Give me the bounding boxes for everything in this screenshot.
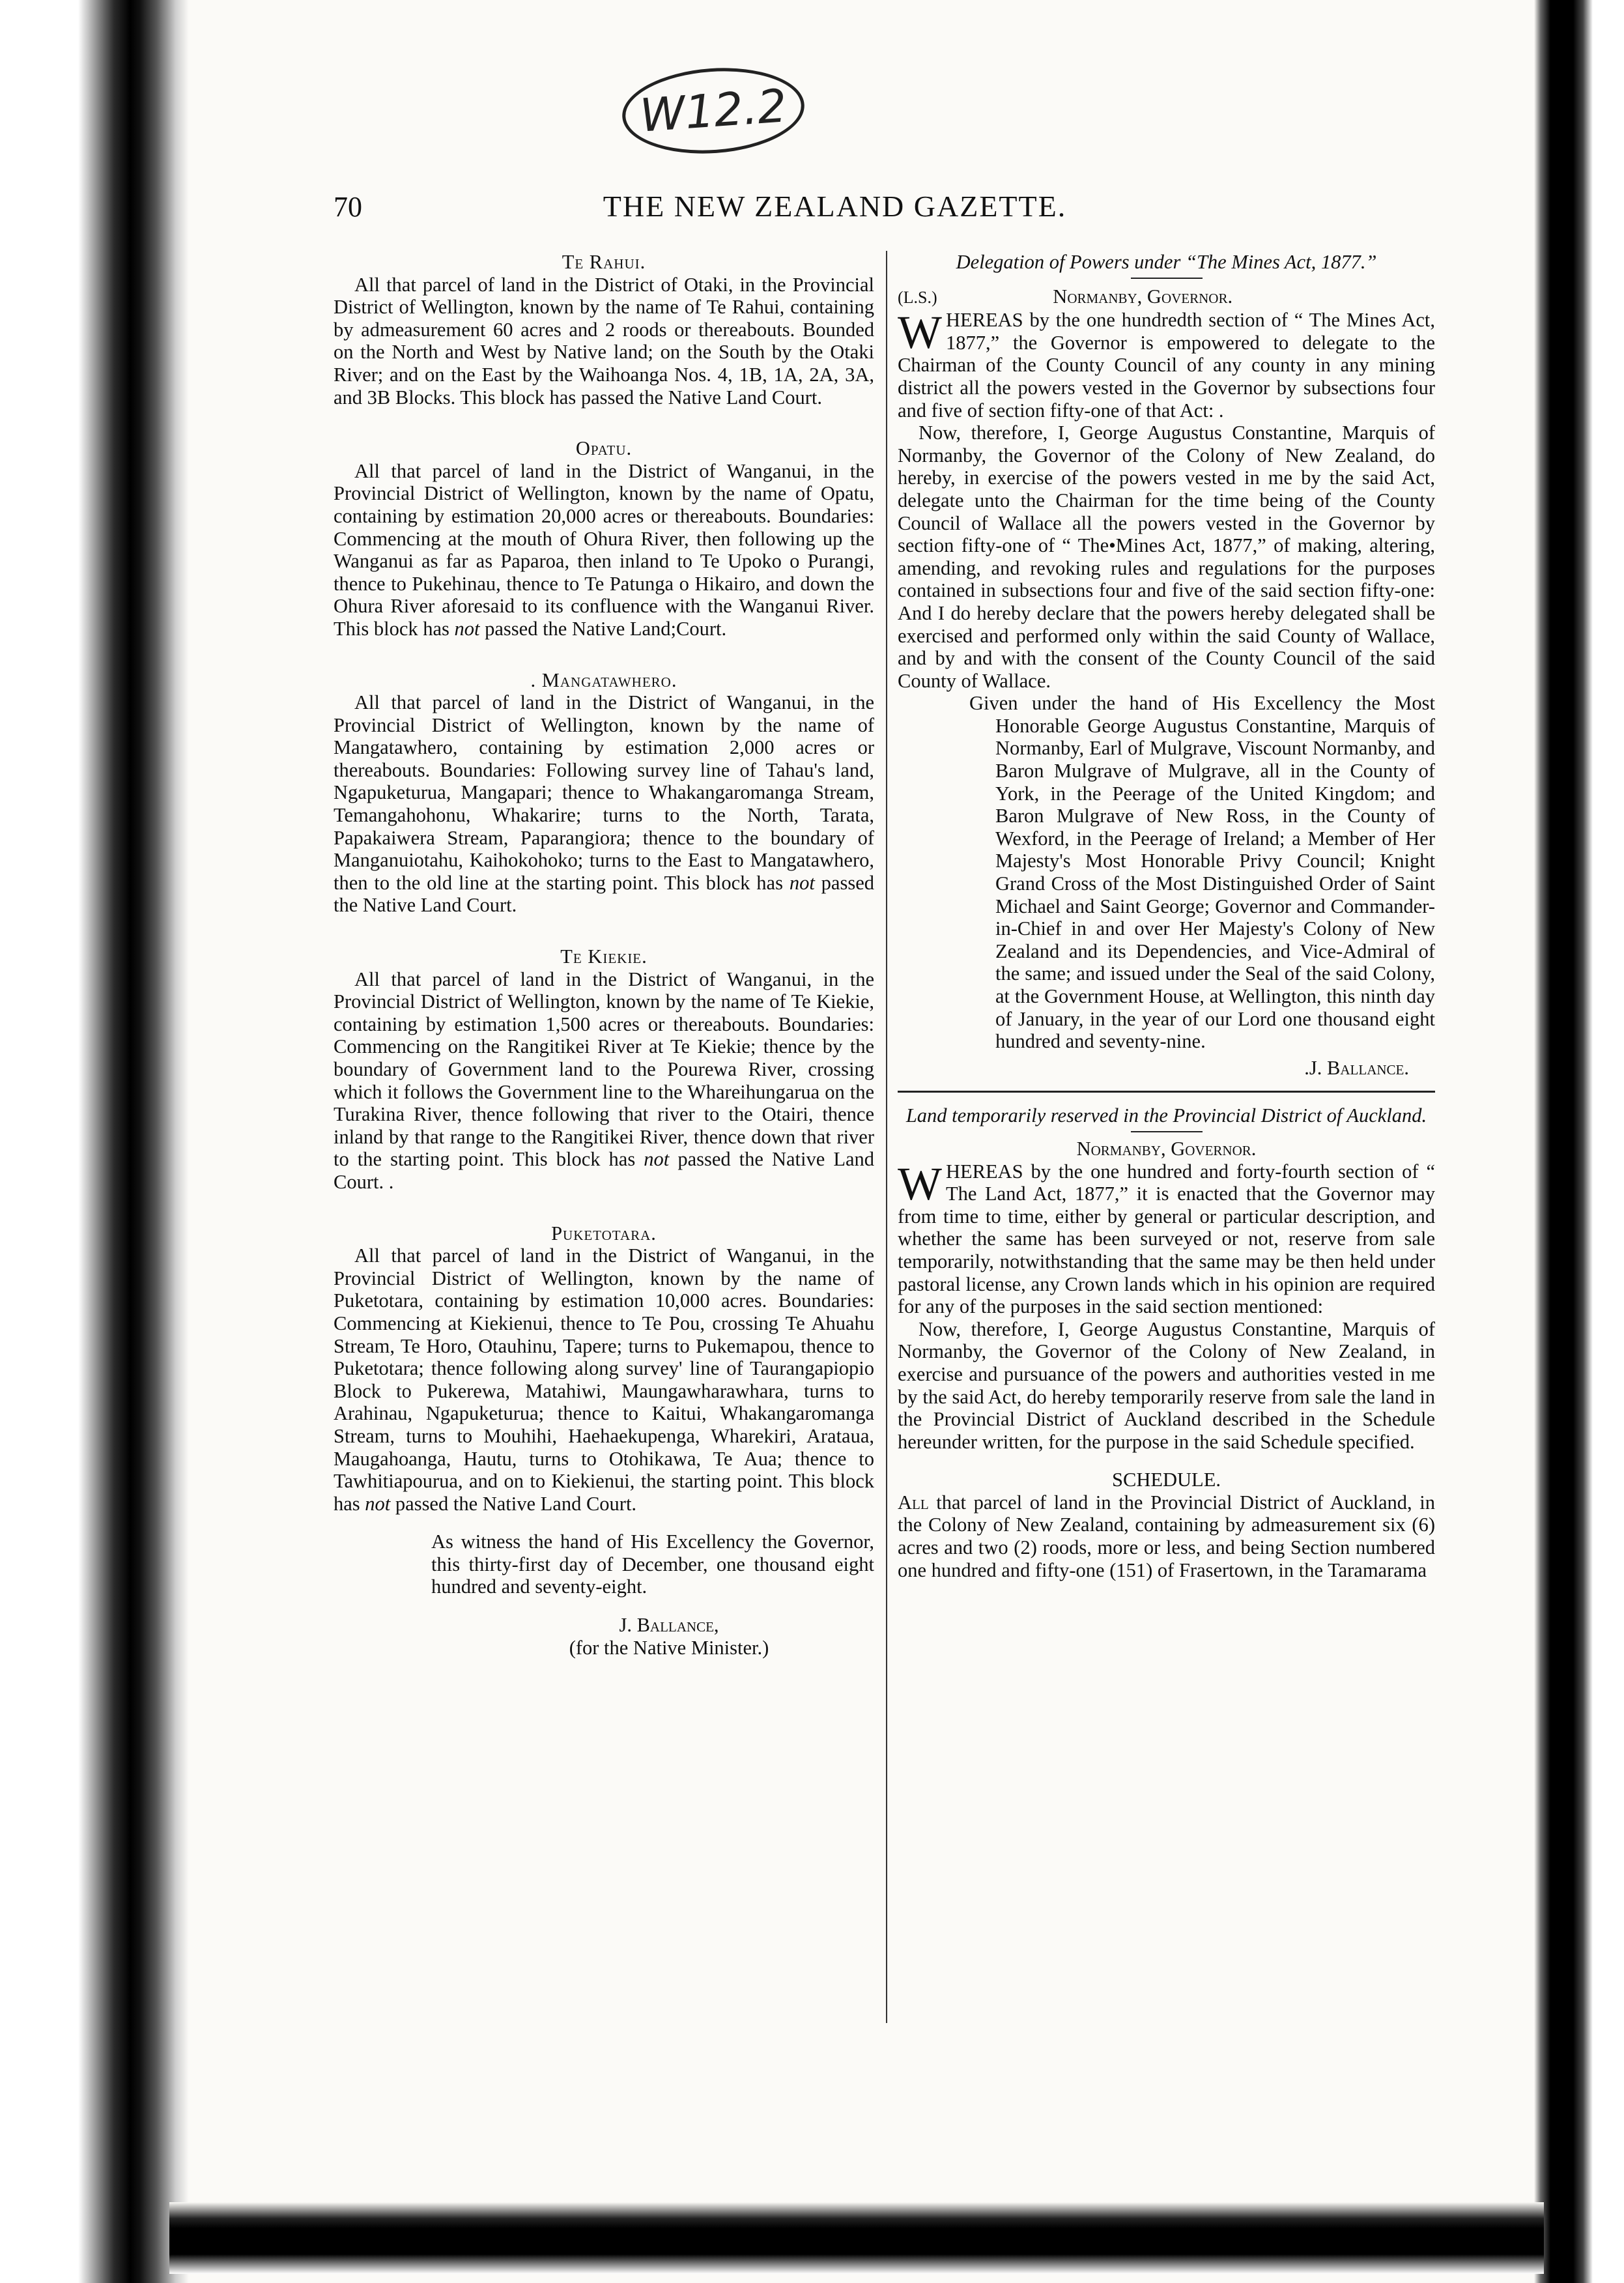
notice1-para1: WHEREAS by the one hundredth section of “ The Mines Act, 1877,” the Governor is empowered to delegate to the Chairman of the County Council of any county in any mining district all the powers vested in the Governor by subsections four and five of section fifty-one of that Act: .: [898, 306, 1435, 422]
gazette-title: THE NEW ZEALAND GAZETTE.: [603, 190, 1067, 223]
notice2-para2: Now, therefore, I, George Augustus Constantine, Marquis of Normanby, the Governor of the Colony of New Zealand, in exercise and pursuance of the powers and authorities vested in me by the said Act, do hereby temporarily reserve from sale the land in the Provincial District of Auckland described in the Schedule hereunder written, for the purpose in the said Schedule specified.: [898, 1317, 1435, 1453]
section-text-puketotara: All that parcel of land in the District of Wanganui, in the Provincial District of Wellington, known by the name of Puketotara, containing by estimation 10,000 acres. Boundaries: Commencing at Kiekienui, thence to Te Pou, crossing Te Ahuahu Stream, Te Horo, Otauhinu, Tapere; turns to Pukemapou, thence to Puketotara; thence following along survey' line of Taurangapiopio Block to Pukerewa, Matahiwi, Maungawharawhara, turns to Arahinau, Ngapuketurua; thence to Kaitui, Whakangaromanga Stream, turns to Mouhihi, Haehaekupenga, Wharekiri, Arataua, Maugahoanga, Hautu, turns to Otohikawa, Te Aua; thence to Tawhitiapourua, and on to Kiekienui, the starting point. This block has not passed the Native Land Court.: [334, 1244, 874, 1515]
dropcap: W: [898, 1157, 942, 1210]
governor-name: Normanby, Governor.: [1053, 285, 1233, 308]
scan-edge-left: [0, 0, 189, 2283]
scan-edge-bottom: [169, 2202, 1544, 2274]
section-heading-puketotara: Puketotara.: [551, 1222, 657, 1244]
notice-divider: [898, 1091, 1435, 1093]
given-under-hand: Given under the hand of His Excellency the Most Honorable George Augustus Constantine, Marquis of Normanby, Earl of Mulgrave, Viscount Normanby, and Baron Mulgrave of Mulgrave, all in the County of York, in the Peerage of the United Kingdom; and Baron Mulgrave of New Ross, in the County of Wexford, in the Peerage of Ireland; a Member of Her Majesty's Most Honorable Privy Council; Knight Grand Cross of the Most Distinguished Order of Saint Michael and Saint George; Governor and Commander-in-Chief in and over Her Majesty's Colony of New Zealand and its Dependencies, and Vice-Admiral of the same; and issued under the Seal of the said Colony, at the Government House, at Wellington, this ninth day of January, in the year of our Lord one thousand eight hundred and seventy-nine.: [969, 692, 1435, 1053]
seal-line: [898, 285, 1435, 309]
section-text-mangatawhero: All that parcel of land in the District of Wanganui, in the Provincial District of Wellington, known by the name of Mangatawhero, containing by estimation 2,000 acres or thereabouts. Boundaries: Following survey line of Tahau's land, Ngapuketurua, Mangapari; thence to Whakangaromanga Stream, Temangahohonu, Whakarire; turns to the North, Tarata, Papakaiwera Stream, Paparangiora; thence to the boundary of Manganuiotahu, Kaihokohoko; turns to the East to Mangatawhero, then to the old line at the starting point. This block has not passed the Native Land Court.: [334, 691, 874, 917]
witness-clause: As witness the hand of His Excellency the Governor, this thirty-first day of December, one thousand eight hundred and seventy-eight.: [431, 1530, 874, 1598]
notice1-para2: Now, therefore, I, George Augustus Constantine, Marquis of Normanby, the Governor of the Colony of New Zealand, do hereby, in exercise of the powers vested in me by the said Act, delegate unto the Chairman for the time being of the County Council of Wallace all the powers vested in the Governor by section fifty-one of “ The•Mines Act, 1877,” of making, altering, amending, and revoking rules and regulations for the purposes contained in subsections four and five of the said section fifty-one: And I do hereby declare that the powers hereby delegated shall be exercised and performed only within the said County of Wallace, and by and with the consent of the County Council of the said County of Wallace.: [898, 422, 1435, 692]
column-divider: [886, 251, 887, 2023]
title-rule: [1131, 278, 1203, 279]
governor-name-notice2: Normanby, Governor.: [1076, 1137, 1257, 1160]
signature-ballance: J. Ballance,: [619, 1614, 719, 1637]
page-number: 70: [334, 191, 362, 223]
left-column: [334, 251, 874, 1659]
section-heading-te-rahui: Te Rahui.: [562, 251, 646, 273]
section-text-te-rahui: All that parcel of land in the District of Otaki, in the Provincial District of Wellington, known by the name of Te Rahui, containing by admeasurement 60 acres and 2 roods or thereabouts. Bounded on the North and West by Native land; on the South by the Otaki River; and on the East by the Waihoanga Nos. 4, 1B, 1A, 2A, 3A, and 3B Blocks. This block has passed the Native Land Court.: [334, 273, 874, 409]
scan-edge-right: [1534, 0, 1624, 2283]
archive-stamp: W12.2: [620, 62, 807, 159]
dropcap: W: [898, 306, 942, 359]
section-text-te-kiekie: All that parcel of land in the District of Wanganui, in the Provincial District of Wellington, known by the name of Te Kiekie, containing by estimation 1,500 acres or thereabouts. Boundaries: Commencing on the Rangitikei River at Te Kiekie; thence by the boundary of Government land to the Pourewa River, crossing which it follows the Government line to the Whareihungarua on the Turakina River, thence following that river to the Otairi, thence inland by that range to the Rangitikei River, thence down that river to the starting point. This block has not passed the Native Land Court. .: [334, 968, 875, 1193]
schedule-heading: SCHEDULE.: [1112, 1469, 1221, 1491]
schedule-text: All that parcel of land in the Provincial District of Auckland, in the Colony of New Zealand, containing by admeasurement six (6) acres and two (2) roods, more or less, and being Section numbered one hundred and fifty-one (151) of Frasertown, in the Taramarama: [898, 1491, 1435, 1581]
seal-mark: (L.S.): [898, 287, 937, 307]
title-rule: [1131, 1131, 1203, 1132]
signature-ballance-notice1: .J. Ballance.: [1304, 1056, 1409, 1079]
signature-role: (for the Native Minister.): [569, 1636, 769, 1659]
section-heading-opatu: Opatu.: [575, 437, 633, 460]
notice2-para1: WHEREAS by the one hundred and forty-fourth section of “ The Land Act, 1877,” it is enacted that the Governor may from time to time, either by general or particular description, and whether the same has been surveyed or not, reserve from sale temporarily, notwithstanding that the same may be then held under pastoral license, any Crown lands which in his opinion are required for any of the purposes in the said section mentioned:: [898, 1157, 1435, 1318]
section-heading-te-kiekie: Te Kiekie.: [560, 945, 648, 968]
notice-title-mines-act: Delegation of Powers under “The Mines Act, 1877.”: [956, 251, 1377, 273]
section-text-opatu: All that parcel of land in the District of Wanganui, in the Provincial District of Wellington, known by the name of Opatu, containing by estimation 20,000 acres or thereabouts. Boundaries: Commencing at the mouth of Ohura River, then following up the Wanganui as far as Paparoa, then inland to Te Upoko o Purangi, thence to Pukehinau, thence to Te Patunga o Hikairo, and down the Ohura River aforesaid to its confluence with the Wanganui River. This block has not passed the Native Land;Court.: [334, 459, 874, 640]
section-heading-mangatawhero: . Mangatawhero.: [530, 668, 677, 691]
notice-title-land-reserved: Land temporarily reserved in the Provincial District of Auckland.: [905, 1104, 1427, 1127]
right-column: [898, 251, 1435, 1581]
